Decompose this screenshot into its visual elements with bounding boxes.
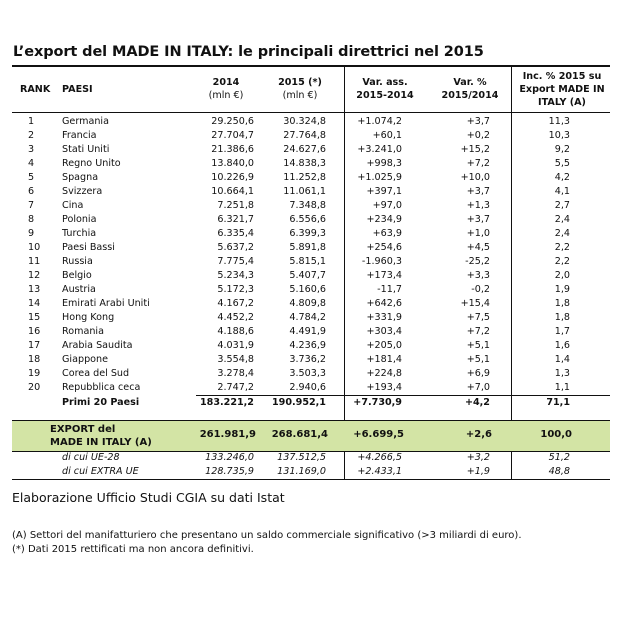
table-row (0, 213, 620, 227)
cell-incidenza: 1,6 (554, 340, 570, 351)
cell-country: Hong Kong (62, 312, 115, 323)
cell-incidenza: 1,8 (554, 298, 570, 309)
table-row (0, 199, 620, 213)
cell-incidenza: 2,4 (554, 214, 570, 225)
table-row (0, 269, 620, 283)
cell-2015: 24.627,6 (283, 144, 326, 155)
cell-2015: 4.236,9 (289, 340, 326, 351)
cell-rank: 9 (28, 228, 35, 239)
table-row (0, 185, 620, 199)
sub-2014: 128.735,9 (205, 466, 254, 477)
header-rule (12, 112, 610, 113)
table-top-rule (12, 65, 610, 67)
cell-2015: 7.348,8 (289, 200, 326, 211)
top20-2014: 183.221,2 (199, 397, 254, 408)
cell-var-pct: +7,2 (466, 158, 490, 169)
cell-2014: 4.031,9 (217, 340, 254, 351)
sub-var-ass: +4.266,5 (357, 452, 402, 463)
cell-rank: 19 (28, 368, 41, 379)
header-2014: 2014 (mln €) (208, 77, 244, 101)
cell-incidenza: 1,3 (554, 368, 570, 379)
cell-2015: 14.838,3 (283, 158, 326, 169)
cell-country: Emirati Arabi Uniti (62, 298, 150, 309)
table-bottom-rule (12, 479, 610, 480)
sub-var-ass: +2.433,1 (357, 466, 402, 477)
export-total-row (12, 420, 610, 452)
cell-rank: 8 (28, 214, 35, 225)
cell-2014: 4.167,2 (217, 298, 254, 309)
cell-var-pct: +1,0 (466, 228, 490, 239)
cell-country: Francia (62, 130, 97, 141)
cell-2014: 7.775,4 (217, 256, 254, 267)
cell-incidenza: 11,3 (548, 116, 570, 127)
cell-2015: 3.503,3 (289, 368, 326, 379)
cell-var-ass: -11,7 (377, 284, 402, 295)
cell-2015: 6.399,3 (289, 228, 326, 239)
header-2015: 2015 (*) (mln €) (278, 77, 322, 101)
header-var-ass: Var. ass. 2015-2014 (356, 77, 414, 101)
table-row (0, 115, 620, 129)
cell-2015: 6.556,6 (289, 214, 326, 225)
cell-2014: 3.554,8 (217, 354, 254, 365)
cell-var-ass: +254,6 (366, 242, 402, 253)
cell-var-ass: +205,0 (366, 340, 402, 351)
cell-2015: 2.940,6 (289, 382, 326, 393)
cell-country: Russia (62, 256, 93, 267)
table-row (0, 339, 620, 353)
table-row (0, 353, 620, 367)
cell-country: Belgio (62, 270, 92, 281)
cell-2014: 5.172,3 (217, 284, 254, 295)
table-row (0, 311, 620, 325)
cell-2015: 5.815,1 (289, 256, 326, 267)
page-title: L’export del MADE IN ITALY: le principali direttrici nel 2015 (13, 44, 484, 60)
export-total-2015: 268.681,4 (271, 429, 328, 440)
cell-2014: 27.704,7 (211, 130, 254, 141)
top20-row (0, 396, 620, 410)
cell-incidenza: 1,1 (554, 382, 570, 393)
table-row (0, 227, 620, 241)
cell-2015: 11.252,8 (283, 172, 326, 183)
top20-var-ass: +7.730,9 (353, 397, 402, 408)
cell-incidenza: 1,7 (554, 326, 570, 337)
cell-var-pct: +15,4 (460, 298, 490, 309)
cell-var-pct: +6,9 (466, 368, 490, 379)
export-total-2014: 261.981,9 (199, 429, 256, 440)
cell-country: Spagna (62, 172, 99, 183)
cell-rank: 4 (28, 158, 35, 169)
table-row (0, 283, 620, 297)
cell-2015: 4.491,9 (289, 326, 326, 337)
cell-rank: 18 (28, 354, 41, 365)
cell-2015: 27.764,8 (283, 130, 326, 141)
export-total-var-pct: +2,6 (465, 429, 492, 440)
table-row (0, 325, 620, 339)
sub-2015: 131.169,0 (277, 466, 326, 477)
sub-label: di cui UE-28 (62, 452, 120, 463)
cell-rank: 7 (28, 200, 35, 211)
cell-var-ass: +331,9 (366, 312, 402, 323)
cell-var-ass: +193,4 (366, 382, 402, 393)
cell-rank: 16 (28, 326, 41, 337)
cell-2014: 21.386,6 (211, 144, 254, 155)
cell-incidenza: 2,2 (554, 256, 570, 267)
cell-rank: 12 (28, 270, 41, 281)
cell-country: Turchia (62, 228, 97, 239)
cell-var-pct: +10,0 (460, 172, 490, 183)
cell-var-pct: +1,3 (466, 200, 490, 211)
cell-2015: 5.160,6 (289, 284, 326, 295)
cell-var-pct: +7,2 (466, 326, 490, 337)
table-row (0, 241, 620, 255)
cell-country: Repubblica ceca (62, 382, 141, 393)
cell-2014: 4.188,6 (217, 326, 254, 337)
cell-2014: 6.335,4 (217, 228, 254, 239)
sub-2015: 137.512,5 (277, 452, 326, 463)
cell-country: Romania (62, 326, 104, 337)
cell-var-pct: +7,5 (466, 312, 490, 323)
cell-country: Arabia Saudita (62, 340, 133, 351)
table-row (0, 129, 620, 143)
cell-2014: 13.840,0 (211, 158, 254, 169)
export-total-incidenza: 100,0 (540, 429, 572, 440)
cell-2015: 5.407,7 (289, 270, 326, 281)
cell-2015: 4.784,2 (289, 312, 326, 323)
cell-var-ass: +60,1 (372, 130, 402, 141)
cell-rank: 3 (28, 144, 35, 155)
cell-rank: 5 (28, 172, 35, 183)
sub-incidenza: 51,2 (548, 452, 570, 463)
sub-2014: 133.246,0 (205, 452, 254, 463)
sub-rows (0, 451, 620, 479)
cell-country: Germania (62, 116, 109, 127)
cell-2014: 29.250,6 (211, 116, 254, 127)
table-row (0, 143, 620, 157)
cell-var-ass: +63,9 (372, 228, 402, 239)
cell-rank: 6 (28, 186, 35, 197)
cell-var-pct: -0,2 (471, 284, 490, 295)
cell-var-pct: +5,1 (466, 340, 490, 351)
source-note: Elaborazione Ufficio Studi CGIA su dati Istat (12, 490, 285, 505)
cell-country: Giappone (62, 354, 109, 365)
sub-row (0, 465, 620, 479)
cell-var-ass: +173,4 (366, 270, 402, 281)
cell-rank: 17 (28, 340, 41, 351)
cell-2015: 4.809,8 (289, 298, 326, 309)
cell-2014: 10.664,1 (211, 186, 254, 197)
footnote-star: (*) Dati 2015 rettificati ma non ancora definitivi. (12, 544, 254, 555)
cell-var-ass: +181,4 (366, 354, 402, 365)
top20-incidenza: 71,1 (546, 397, 570, 408)
cell-2015: 5.891,8 (289, 242, 326, 253)
cell-var-ass: -1.960,3 (361, 256, 402, 267)
sub-var-pct: +3,2 (466, 452, 490, 463)
export-total-label: EXPORT del MADE IN ITALY (A) (50, 424, 152, 448)
export-total-var-ass: +6.699,5 (353, 429, 404, 440)
cell-rank: 2 (28, 130, 35, 141)
cell-country: Cina (62, 200, 84, 211)
cell-var-pct: +7,0 (466, 382, 490, 393)
cell-incidenza: 1,9 (554, 284, 570, 295)
sub-label: di cui EXTRA UE (62, 466, 139, 477)
cell-var-ass: +1.025,9 (357, 172, 402, 183)
cell-incidenza: 4,2 (554, 172, 570, 183)
cell-incidenza: 2,0 (554, 270, 570, 281)
header-var-pct: Var. % 2015/2014 (441, 77, 499, 101)
cell-incidenza: 2,4 (554, 228, 570, 239)
cell-incidenza: 10,3 (548, 130, 570, 141)
cell-country: Paesi Bassi (62, 242, 115, 253)
cell-incidenza: 1,8 (554, 312, 570, 323)
cell-rank: 14 (28, 298, 41, 309)
cell-var-ass: +224,8 (366, 368, 402, 379)
cell-2014: 2.747,2 (217, 382, 254, 393)
cell-2014: 6.321,7 (217, 214, 254, 225)
cell-incidenza: 9,2 (554, 144, 570, 155)
cell-var-pct: +3,7 (466, 116, 490, 127)
cell-var-pct: -25,2 (465, 256, 490, 267)
header-incidenza: Inc. % 2015 su Export MADE IN ITALY (A) (519, 71, 605, 108)
cell-2014: 3.278,4 (217, 368, 254, 379)
table-row (0, 157, 620, 171)
header-rank: RANK (20, 84, 51, 95)
cell-var-ass: +642,6 (366, 298, 402, 309)
cell-2015: 30.324,8 (283, 116, 326, 127)
cell-var-pct: +15,2 (460, 144, 490, 155)
table-row (0, 255, 620, 269)
cell-incidenza: 4,1 (554, 186, 570, 197)
cell-var-pct: +0,2 (466, 130, 490, 141)
cell-rank: 10 (28, 242, 41, 253)
cell-var-ass: +397,1 (366, 186, 402, 197)
cell-var-ass: +998,3 (366, 158, 402, 169)
cell-country: Polonia (62, 214, 97, 225)
cell-var-ass: +3.241,0 (357, 144, 402, 155)
top20-label: Primi 20 Paesi (62, 397, 140, 408)
cell-var-pct: +5,1 (466, 354, 490, 365)
cell-var-pct: +3,7 (466, 214, 490, 225)
cell-2015: 3.736,2 (289, 354, 326, 365)
cell-2015: 11.061,1 (283, 186, 326, 197)
cell-2014: 10.226,9 (211, 172, 254, 183)
cell-rank: 15 (28, 312, 41, 323)
header-paesi: PAESI (62, 84, 93, 95)
top20-var-pct: +4,2 (464, 397, 490, 408)
cell-incidenza: 1,4 (554, 354, 570, 365)
cell-rank: 11 (28, 256, 41, 267)
footnote-a: (A) Settori del manifatturiero che presentano un saldo commerciale significativo (>3 miliardi di euro). (12, 530, 522, 541)
cell-2014: 7.251,8 (217, 200, 254, 211)
cell-var-ass: +1.074,2 (357, 116, 402, 127)
cell-country: Regno Unito (62, 158, 121, 169)
cell-incidenza: 2,2 (554, 242, 570, 253)
top20-2015: 190.952,1 (271, 397, 326, 408)
sub-row (0, 451, 620, 465)
cell-rank: 20 (28, 382, 41, 393)
cell-country: Austria (62, 284, 96, 295)
cell-incidenza: 5,5 (554, 158, 570, 169)
cell-2014: 4.452,2 (217, 312, 254, 323)
cell-2014: 5.637,2 (217, 242, 254, 253)
cell-rank: 13 (28, 284, 41, 295)
cell-rank: 1 (28, 116, 35, 127)
table-row (0, 171, 620, 185)
table-row (0, 381, 620, 395)
table-body (0, 115, 620, 410)
table-row (0, 297, 620, 311)
cell-2014: 5.234,3 (217, 270, 254, 281)
cell-country: Stati Uniti (62, 144, 110, 155)
cell-var-ass: +97,0 (372, 200, 402, 211)
cell-var-pct: +3,3 (466, 270, 490, 281)
table-row (0, 367, 620, 381)
cell-var-ass: +234,9 (366, 214, 402, 225)
cell-incidenza: 2,7 (554, 200, 570, 211)
cell-var-pct: +4,5 (466, 242, 490, 253)
sub-var-pct: +1,9 (466, 466, 490, 477)
cell-var-pct: +3,7 (466, 186, 490, 197)
cell-country: Svizzera (62, 186, 103, 197)
cell-var-ass: +303,4 (366, 326, 402, 337)
cell-country: Corea del Sud (62, 368, 130, 379)
sub-incidenza: 48,8 (548, 466, 570, 477)
